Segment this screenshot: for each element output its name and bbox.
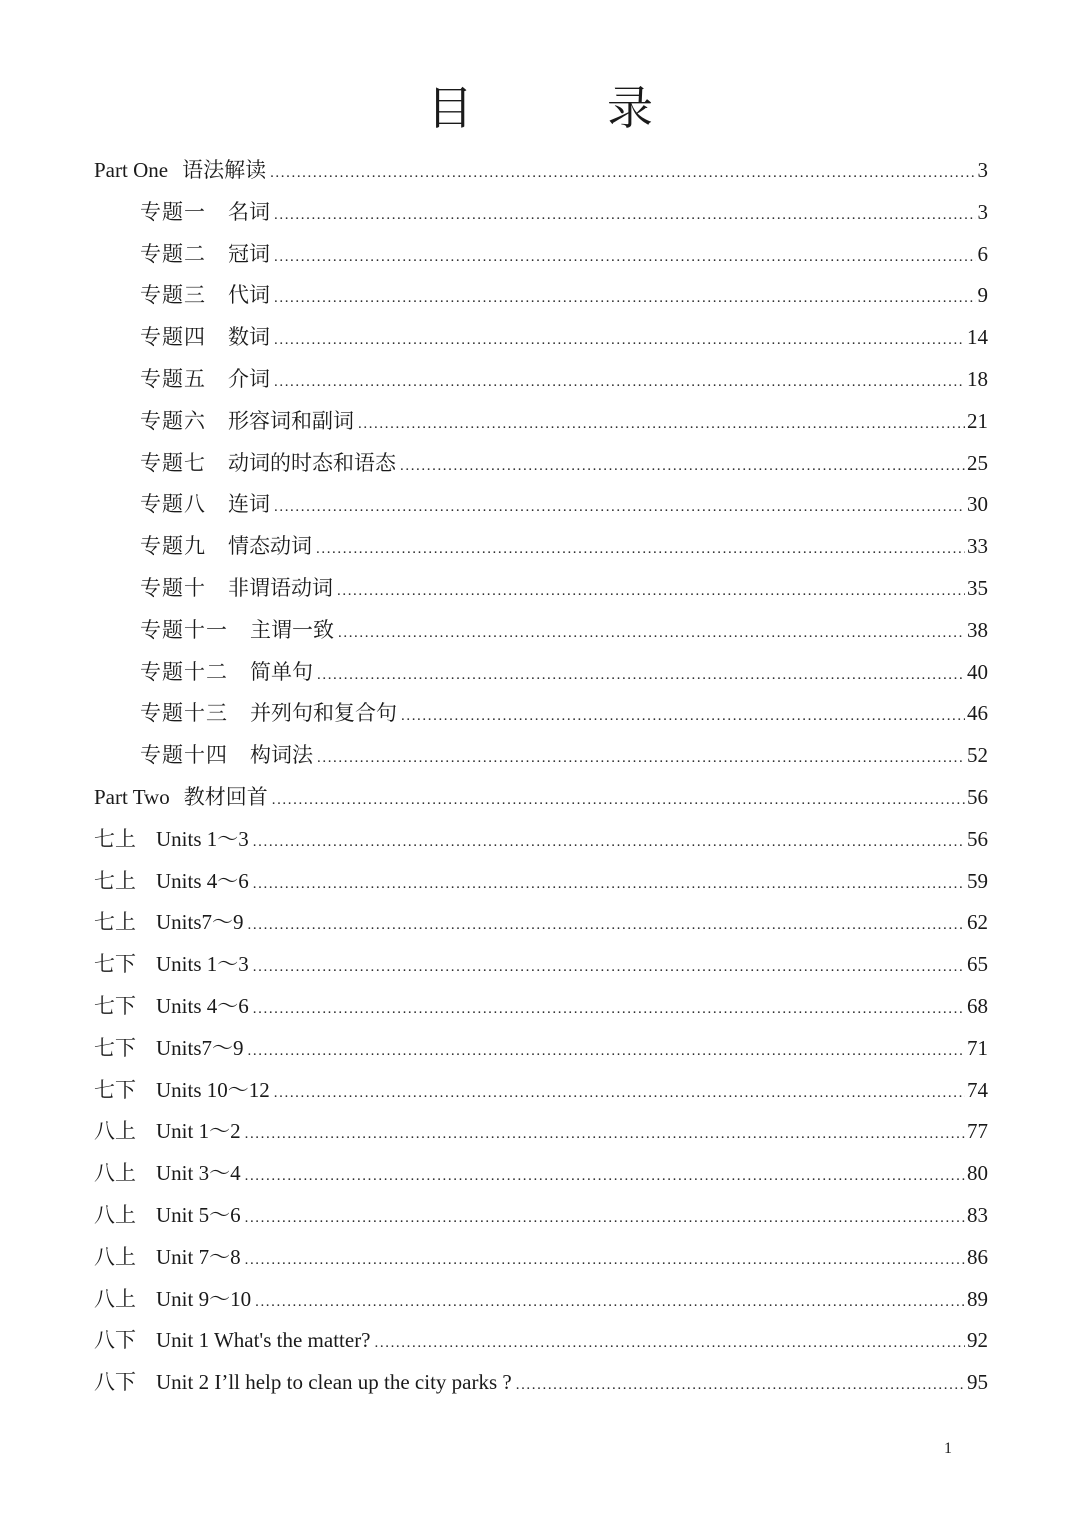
dot-leader xyxy=(317,655,965,697)
toc-entry-page: 68 xyxy=(967,993,988,1018)
toc-entry-page: 65 xyxy=(967,952,988,977)
toc-entry xyxy=(94,1111,988,1153)
toc-entry-label xyxy=(140,484,270,526)
toc-entry-page: 83 xyxy=(967,1202,988,1227)
dot-leader xyxy=(248,905,965,947)
dot-leader xyxy=(245,1114,965,1156)
toc-entry xyxy=(94,819,988,861)
toc-entry-label xyxy=(140,275,270,317)
toc-entry-page: 21 xyxy=(967,408,988,433)
toc-entry-title: 语法解读 xyxy=(182,158,267,182)
toc-entry-title: 介词 xyxy=(228,366,270,391)
toc-entry-title: Units 1～3 xyxy=(156,826,249,851)
toc-entry xyxy=(94,526,988,568)
toc-entry-prefix: 八下 xyxy=(94,1370,136,1395)
toc-entry-title: Unit 5～6 xyxy=(156,1202,241,1227)
toc-entry-title: Unit 3～4 xyxy=(156,1161,241,1186)
toc-entry-label xyxy=(140,610,334,652)
toc-entry xyxy=(94,1070,988,1112)
toc-entry-label xyxy=(140,652,313,694)
toc-entry-page: 74 xyxy=(967,1077,988,1102)
dot-leader xyxy=(358,404,965,446)
toc-entry xyxy=(94,401,988,443)
toc-entry xyxy=(94,902,988,944)
toc-entry-label xyxy=(140,735,313,777)
toc-entry-label xyxy=(94,986,249,1028)
toc-entry-page: 30 xyxy=(967,492,988,517)
toc-entry-page: 9 xyxy=(977,283,988,308)
dot-leader xyxy=(253,864,965,906)
toc-entry-prefix: Part One xyxy=(94,158,169,182)
toc-entry xyxy=(94,150,988,192)
toc-entry xyxy=(94,735,988,777)
toc-entry-page: 33 xyxy=(967,534,988,559)
toc-entry xyxy=(94,693,988,735)
toc-entry xyxy=(94,1153,988,1195)
toc-entry-title: Unit 1～2 xyxy=(156,1119,241,1144)
toc-entry xyxy=(94,359,988,401)
dot-leader xyxy=(272,780,965,822)
toc-entry xyxy=(94,1320,988,1362)
toc-entry-prefix: 七下 xyxy=(94,993,136,1018)
toc-entry-title: 动词的时态和语态 xyxy=(228,450,396,475)
dot-leader xyxy=(337,571,965,613)
dot-leader xyxy=(253,989,965,1031)
toc-entry-prefix: 专题十 xyxy=(140,575,206,600)
toc-entry-page: 56 xyxy=(967,784,988,809)
toc-entry xyxy=(94,317,988,359)
toc-entry-label xyxy=(94,1362,512,1404)
toc-entry-label xyxy=(94,777,268,819)
toc-entry-prefix: 专题六 xyxy=(140,408,206,433)
toc-entry xyxy=(94,192,988,234)
toc-entry-title: Units7～9 xyxy=(156,910,244,935)
toc-entry-title: 主谓一致 xyxy=(250,617,334,642)
dot-leader xyxy=(274,237,976,279)
dot-leader xyxy=(274,320,965,362)
toc-entry-label xyxy=(94,1279,251,1321)
toc-entry-label xyxy=(94,1320,371,1362)
toc-entry-label xyxy=(94,1028,244,1070)
toc-entry-page: 59 xyxy=(967,868,988,893)
toc-entry-title: Unit 1 What's the matter? xyxy=(156,1328,371,1353)
toc-entry-title: 构词法 xyxy=(250,743,313,768)
toc-entry-page: 40 xyxy=(967,659,988,684)
toc-entry-title: 教材回首 xyxy=(183,784,268,809)
toc-entry-prefix: 专题三 xyxy=(140,283,206,308)
toc-entry xyxy=(94,986,988,1028)
toc-entry-page: 77 xyxy=(967,1119,988,1144)
toc-entry-page: 52 xyxy=(967,743,988,768)
dot-leader xyxy=(274,487,965,529)
toc-entry xyxy=(94,484,988,526)
toc-entry-prefix: 七下 xyxy=(94,1077,136,1102)
dot-leader xyxy=(516,1365,965,1407)
toc-entry xyxy=(94,861,988,903)
toc-entry-prefix: 专题八 xyxy=(140,492,206,517)
toc-entry-label xyxy=(94,902,244,944)
toc-entry-prefix: 七下 xyxy=(94,1035,136,1060)
toc-entry-prefix: 专题一 xyxy=(140,199,206,224)
toc-entry-label xyxy=(94,1237,241,1279)
toc-entry-prefix: 七下 xyxy=(94,952,136,977)
toc-entry-prefix: 专题十三 xyxy=(140,701,228,726)
toc-entry-prefix: Part Two xyxy=(94,784,170,809)
page-number: 1 xyxy=(944,1440,952,1457)
toc-entry-title: 连词 xyxy=(228,492,270,517)
toc-entry-title: 代词 xyxy=(228,283,270,308)
toc-entry-prefix: 八上 xyxy=(94,1244,136,1269)
toc-entry-page: 25 xyxy=(967,450,988,475)
toc-entry xyxy=(94,1028,988,1070)
toc-entry xyxy=(94,275,988,317)
page-title: 目 录 xyxy=(427,81,697,135)
dot-leader xyxy=(248,1031,965,1073)
dot-leader xyxy=(245,1156,965,1198)
dot-leader xyxy=(400,446,965,488)
toc-entry-prefix: 七上 xyxy=(94,826,136,851)
toc-entry-prefix: 八下 xyxy=(94,1328,136,1353)
toc-entry-page: 18 xyxy=(967,366,988,391)
toc-entry-title: Units 10～12 xyxy=(156,1077,270,1102)
toc-entry-label xyxy=(140,526,312,568)
toc-entry-prefix: 专题十四 xyxy=(140,743,228,768)
dot-leader xyxy=(245,1240,965,1282)
toc-entry-title: Unit 9～10 xyxy=(156,1286,252,1311)
toc-entry-page: 80 xyxy=(967,1161,988,1186)
toc-entry-title: 并列句和复合句 xyxy=(250,701,397,726)
toc-entry xyxy=(94,1362,988,1404)
dot-leader xyxy=(317,738,965,780)
toc-entry-prefix: 七上 xyxy=(94,910,136,935)
toc-entry-label xyxy=(94,150,266,192)
toc-entry-title: Units 4～6 xyxy=(156,993,249,1018)
toc-entry-label xyxy=(140,359,270,401)
toc-entry-prefix: 专题七 xyxy=(140,450,206,475)
toc-entry-prefix: 八上 xyxy=(94,1161,136,1186)
toc-entry-page: 14 xyxy=(967,325,988,350)
toc-entry xyxy=(94,234,988,276)
dot-leader xyxy=(375,1323,965,1365)
toc-entry-label xyxy=(140,443,396,485)
toc-entry-page: 56 xyxy=(967,826,988,851)
toc-entry-page: 3 xyxy=(977,199,988,224)
toc-entry-prefix: 专题二 xyxy=(140,241,206,266)
toc-entry-page: 62 xyxy=(967,910,988,935)
toc-entry-page: 71 xyxy=(967,1035,988,1060)
toc-entry-title: 非谓语动词 xyxy=(228,575,333,600)
toc-entry-label xyxy=(140,568,333,610)
toc-entry-label xyxy=(94,819,249,861)
toc-entry-label xyxy=(140,317,270,359)
toc-entry xyxy=(94,1237,988,1279)
toc-entry-label xyxy=(94,1111,241,1153)
toc-entry-title: 简单句 xyxy=(250,659,313,684)
toc-entry-title: Units7～9 xyxy=(156,1035,244,1060)
dot-leader xyxy=(338,613,965,655)
toc-entry xyxy=(94,944,988,986)
toc-entry-page: 89 xyxy=(967,1286,988,1311)
toc-entry xyxy=(94,777,988,819)
toc-entry-title: 冠词 xyxy=(228,241,270,266)
dot-leader xyxy=(274,195,976,237)
toc-entry xyxy=(94,568,988,610)
toc-entry xyxy=(94,610,988,652)
dot-leader xyxy=(245,1198,965,1240)
toc-entry-title: 名词 xyxy=(228,199,270,224)
toc-entry-label xyxy=(94,944,249,986)
toc-entry-prefix: 专题四 xyxy=(140,325,206,350)
toc-entry xyxy=(94,1279,988,1321)
toc-entry-title: 数词 xyxy=(228,325,270,350)
toc-entry-label xyxy=(94,1195,241,1237)
toc-entry-prefix: 专题十二 xyxy=(140,659,228,684)
dot-leader xyxy=(253,947,965,989)
toc-entry-title: Unit 2 I’ll help to clean up the city parks ? xyxy=(156,1370,512,1395)
toc-entry-label xyxy=(94,1070,270,1112)
toc-entry-label xyxy=(94,861,249,903)
toc-entry-label xyxy=(94,1153,241,1195)
dot-leader xyxy=(316,529,965,571)
dot-leader xyxy=(274,278,976,320)
table-of-contents xyxy=(94,150,988,1404)
toc-entry-title: 情态动词 xyxy=(228,534,312,559)
toc-entry-title: Unit 7～8 xyxy=(156,1244,241,1269)
toc-entry-page: 38 xyxy=(967,617,988,642)
toc-entry-label xyxy=(140,192,270,234)
dot-leader xyxy=(274,362,965,404)
toc-entry xyxy=(94,1195,988,1237)
toc-entry-title: Units 1～3 xyxy=(156,952,249,977)
toc-entry-label xyxy=(140,401,354,443)
toc-entry-prefix: 专题五 xyxy=(140,366,206,391)
toc-entry-page: 3 xyxy=(977,158,988,182)
toc-entry-label xyxy=(140,693,397,735)
toc-entry-page: 86 xyxy=(967,1244,988,1269)
toc-entry-page: 95 xyxy=(967,1370,988,1395)
toc-entry-prefix: 八上 xyxy=(94,1202,136,1227)
toc-entry-page: 46 xyxy=(967,701,988,726)
toc-entry-title: 形容词和副词 xyxy=(228,408,354,433)
toc-entry-page: 92 xyxy=(967,1328,988,1353)
dot-leader xyxy=(255,1282,965,1324)
toc-entry-prefix: 专题十一 xyxy=(140,617,228,642)
toc-entry-prefix: 专题九 xyxy=(140,534,206,559)
toc-entry-label xyxy=(140,234,270,276)
toc-entry-prefix: 八上 xyxy=(94,1119,136,1144)
toc-entry-page: 6 xyxy=(977,241,988,266)
toc-entry-prefix: 七上 xyxy=(94,868,136,893)
dot-leader xyxy=(274,1073,965,1115)
toc-entry-page: 35 xyxy=(967,575,988,600)
toc-entry xyxy=(94,652,988,694)
dot-leader xyxy=(401,696,965,738)
toc-entry-prefix: 八上 xyxy=(94,1286,136,1311)
dot-leader xyxy=(253,822,965,864)
toc-entry-title: Units 4～6 xyxy=(156,868,249,893)
dot-leader xyxy=(270,153,975,195)
toc-entry xyxy=(94,443,988,485)
